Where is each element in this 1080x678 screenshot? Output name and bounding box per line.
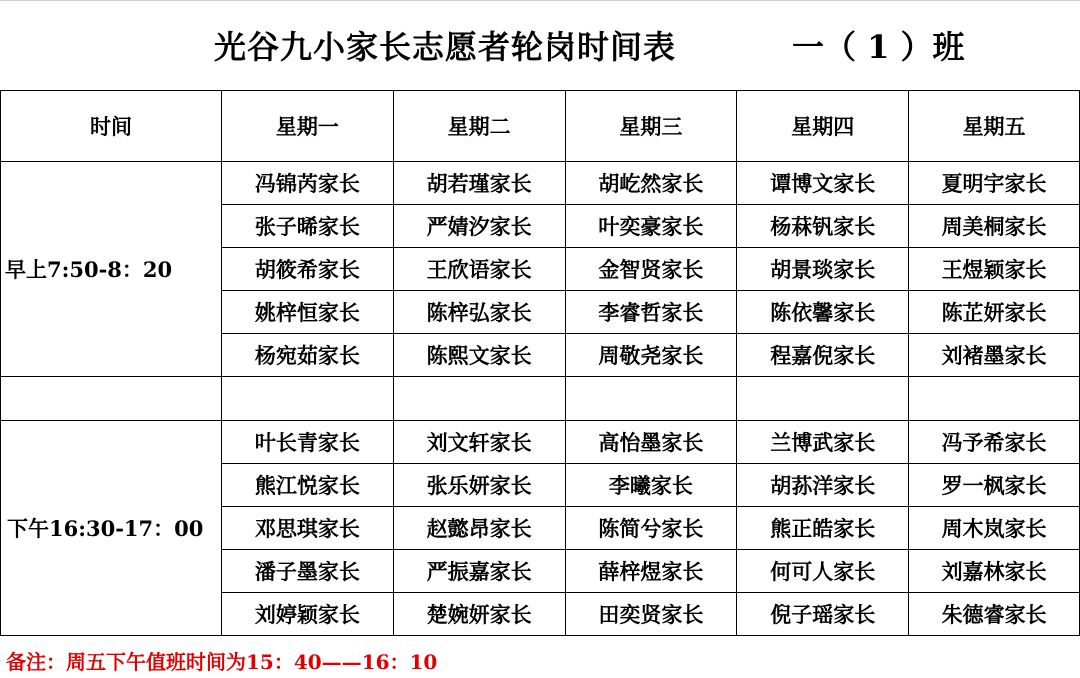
volunteer-name-cell: 金智贤家长 <box>565 248 737 291</box>
table-row <box>1 162 1080 205</box>
volunteer-name-cell: 陈梓弘家长 <box>393 291 565 334</box>
volunteer-name-cell: 李曦家长 <box>565 464 737 507</box>
volunteer-name-cell: 王欣语家长 <box>393 248 565 291</box>
page-title: 光谷九小家长志愿者轮岗时间表 <box>214 28 677 66</box>
header-cell: 时间 <box>1 91 222 162</box>
empty-cell <box>221 377 393 421</box>
volunteer-name-cell: 叶长青家长 <box>221 421 393 464</box>
empty-cell <box>909 377 1080 421</box>
schedule-table <box>0 90 1080 636</box>
volunteer-name-cell: 冯锦芮家长 <box>221 162 393 205</box>
volunteer-name-cell: 胡筱希家长 <box>221 248 393 291</box>
volunteer-name-cell: 赵懿昂家长 <box>393 507 565 550</box>
volunteer-name-cell: 兰博武家长 <box>737 421 909 464</box>
time-slot-cell: 早上7:50-8：20 <box>1 162 222 377</box>
volunteer-name-cell: 邓思琪家长 <box>221 507 393 550</box>
volunteer-name-cell: 薛梓煜家长 <box>565 550 737 593</box>
volunteer-name-cell: 胡若瑾家长 <box>393 162 565 205</box>
header-cell: 星期一 <box>221 91 393 162</box>
volunteer-name-cell: 夏明宇家长 <box>909 162 1080 205</box>
volunteer-name-cell: 刘文轩家长 <box>393 421 565 464</box>
header-cell: 星期五 <box>909 91 1080 162</box>
volunteer-name-cell: 王煜颖家长 <box>909 248 1080 291</box>
volunteer-name-cell: 叶奕豪家长 <box>565 205 737 248</box>
volunteer-name-cell: 周美桐家长 <box>909 205 1080 248</box>
volunteer-name-cell: 周木岚家长 <box>909 507 1080 550</box>
volunteer-name-cell: 张子晞家长 <box>221 205 393 248</box>
empty-cell <box>393 377 565 421</box>
volunteer-name-cell: 杨宛茹家长 <box>221 334 393 377</box>
volunteer-name-cell: 周敬尧家长 <box>565 334 737 377</box>
volunteer-name-cell: 陈依馨家长 <box>737 291 909 334</box>
volunteer-name-cell: 刘嘉林家长 <box>909 550 1080 593</box>
volunteer-name-cell: 刘褚墨家长 <box>909 334 1080 377</box>
header-cell: 星期四 <box>737 91 909 162</box>
volunteer-name-cell: 熊正皓家长 <box>737 507 909 550</box>
header-cell: 星期二 <box>393 91 565 162</box>
volunteer-name-cell: 陈芷妍家长 <box>909 291 1080 334</box>
volunteer-name-cell: 陈简兮家长 <box>565 507 737 550</box>
volunteer-name-cell: 李睿哲家长 <box>565 291 737 334</box>
volunteer-name-cell: 程嘉倪家长 <box>737 334 909 377</box>
header-row <box>1 91 1080 162</box>
volunteer-name-cell: 严振嘉家长 <box>393 550 565 593</box>
empty-cell <box>737 377 909 421</box>
volunteer-name-cell: 朱德睿家长 <box>909 593 1080 636</box>
volunteer-name-cell: 谭博文家长 <box>737 162 909 205</box>
volunteer-name-cell: 冯予希家长 <box>909 421 1080 464</box>
volunteer-name-cell: 熊江悦家长 <box>221 464 393 507</box>
table-row <box>1 421 1080 464</box>
separator-row <box>1 377 1080 421</box>
volunteer-name-cell: 胡荪洋家长 <box>737 464 909 507</box>
volunteer-name-cell: 潘子墨家长 <box>221 550 393 593</box>
volunteer-name-cell: 陈熙文家长 <box>393 334 565 377</box>
empty-cell <box>565 377 737 421</box>
volunteer-name-cell: 杨菻钒家长 <box>737 205 909 248</box>
volunteer-name-cell: 楚婉妍家长 <box>393 593 565 636</box>
empty-cell <box>1 377 222 421</box>
volunteer-name-cell: 严婧汐家长 <box>393 205 565 248</box>
volunteer-name-cell: 胡景琰家长 <box>737 248 909 291</box>
volunteer-name-cell: 刘婷颖家长 <box>221 593 393 636</box>
class-label: 一（ 1 ）班 <box>792 28 965 66</box>
volunteer-name-cell: 田奕贤家长 <box>565 593 737 636</box>
volunteer-name-cell: 胡屹然家长 <box>565 162 737 205</box>
volunteer-name-cell: 张乐妍家长 <box>393 464 565 507</box>
footnote: 备注：周五下午值班时间为15：40——16：10 <box>6 650 438 674</box>
title-bar <box>0 0 1080 90</box>
volunteer-name-cell: 何可人家长 <box>737 550 909 593</box>
volunteer-name-cell: 罗一枫家长 <box>909 464 1080 507</box>
time-slot-cell: 下午16:30-17：00 <box>1 421 222 636</box>
header-cell: 星期三 <box>565 91 737 162</box>
volunteer-name-cell: 姚梓恒家长 <box>221 291 393 334</box>
volunteer-name-cell: 高怡墨家长 <box>565 421 737 464</box>
volunteer-name-cell: 倪子瑶家长 <box>737 593 909 636</box>
